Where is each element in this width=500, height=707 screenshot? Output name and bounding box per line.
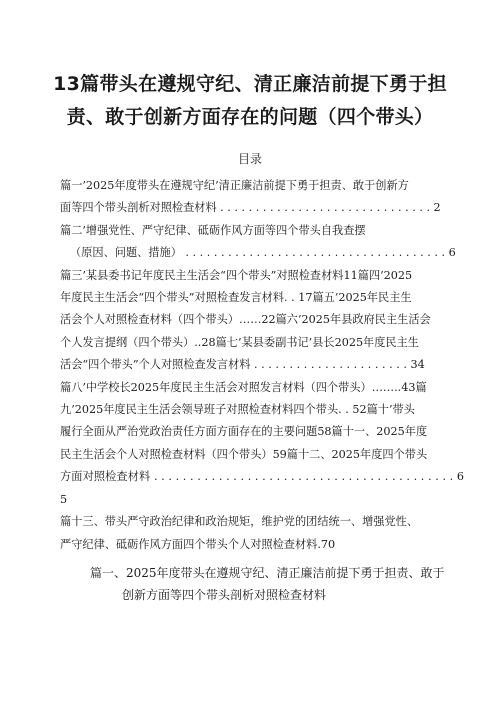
toc-entry-line[interactable]: （原因、问题、措施） . . . . . . . . . . . . . . . . . . . . . . . . . . . . . . . . . . . . . 6 [70, 246, 456, 260]
toc-entry-line[interactable]: 活会个人对照检查材料（四个带头）……22篇六’2025年县政府民主生活会 [60, 313, 431, 327]
toc-heading: 目录 [237, 152, 262, 166]
document-title-line-1: 13篇带头在遵规守纪、清正廉洁前提下勇于担 [53, 73, 447, 95]
table-of-contents [60, 175, 464, 556]
toc-entry-line[interactable]: 民主生活会个人对照检查材料（四个带头）59篇十二、2025年度四个带头 [60, 447, 428, 461]
toc-entry-line[interactable]: 履行全面从严治党政治责任方面方面存在的主要问题58篇十一、2025年度 [60, 425, 428, 439]
toc-entry-line[interactable]: 篇一’2025年度带头在遵规守纪’清正廉洁前提下勇于担责、敢于创新方 [60, 179, 409, 192]
document-title [40, 68, 460, 134]
toc-entry-line[interactable]: 个人发言提纲（四个带头）..28篇七’某县委副书记’县长2025年度民主生 [60, 335, 419, 349]
section-heading-line-1: 篇一、2025年度带头在遵规守纪、清正廉洁前提下勇于担责、敢于 [90, 566, 445, 580]
toc-entry-line[interactable]: 年度民主生活会“四个带头”对照检查发言材料. . 17篇五’2025年民主生 [60, 291, 412, 305]
section-heading [90, 562, 460, 606]
toc-entry-line[interactable]: 面等四个带头剖析对照检查材料 . . . . . . . . . . . . . . . . . . . . . . . . . . . . . . 2 [60, 201, 441, 215]
toc-entry-line[interactable]: 篇八’中学校长2025年度民主生活会对照发言材料（四个带头）……..43篇 [60, 380, 427, 394]
toc-entry-line[interactable]: 方面对照检查材料 . . . . . . . . . . . . . . . . . . . . . . . . . . . . . . . . . . . . . . . . . . 65 [60, 470, 464, 506]
toc-entry-line[interactable]: 篇三’某县委书记年度民主生活会“四个带头”对照检查材料11篇四’2025 [60, 268, 413, 282]
toc-entry-line[interactable]: 篇十三、带头严守政治纪律和政治规矩，维护党的团结统一、增强党性、 [60, 515, 419, 529]
toc-entry-line[interactable]: 九’2025年度民主生活会领导班子对照检查材料四个带头. . 52篇十’带头 [60, 403, 415, 417]
section-heading-line-2: 创新方面等四个带头剖析对照检查材料 [122, 588, 327, 602]
document-title-line-2: 责、敢于创新方面存在的问题（四个带头） [66, 106, 434, 128]
toc-entry-line[interactable]: 篇二’增强党性、严守纪律、砥砺作风方面等四个带头自我查摆 [60, 223, 366, 237]
toc-entry-line[interactable]: 活会“四个带头”个人对照检查发言材料 . . . . . . . . . . . . . . . . . . . . . . 34 [60, 358, 425, 372]
toc-entry-line[interactable]: 严守纪律、砥砺作风方面四个带头个人对照检查材料.70 [60, 537, 336, 551]
